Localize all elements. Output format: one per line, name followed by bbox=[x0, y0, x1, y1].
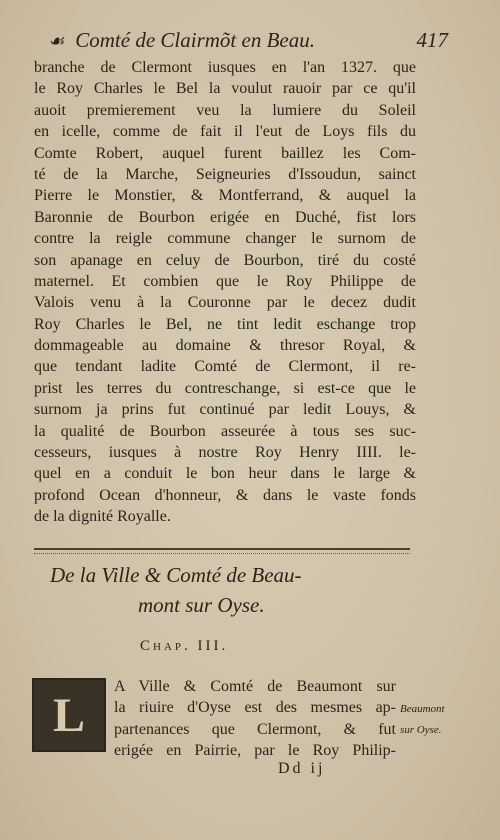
body-line: que tendant ladite Comté de Clermont, il re- bbox=[34, 358, 416, 376]
running-head-title: Comté de Clairmõt en Beau. bbox=[75, 28, 315, 52]
body-line: auoit premierement veu la lumiere du Soleil bbox=[34, 101, 416, 119]
page-number: 417 bbox=[416, 28, 448, 52]
chapter-label: Chap. III. bbox=[140, 638, 229, 654]
body-line: dommageable au domaine & thresor Royal, & bbox=[34, 337, 416, 355]
section-heading-line: mont sur Oyse. bbox=[138, 593, 265, 617]
section-divider bbox=[34, 548, 410, 550]
decorated-initial bbox=[32, 678, 106, 752]
section-heading bbox=[50, 560, 410, 620]
signature-mark: Dd ij bbox=[278, 760, 326, 777]
body-line: la riuire d'Oyse est des mesmes ap- bbox=[114, 699, 396, 717]
section-divider-dotted bbox=[34, 553, 410, 554]
margin-note: Beaumont bbox=[400, 703, 445, 715]
body-line: maternel. Et combien que le Roy Philippe de bbox=[34, 272, 416, 290]
body-line: en icelle, comme de fait il l'eut de Loys fils du bbox=[34, 123, 416, 141]
body-line: partenances que Clermont, & fut bbox=[114, 720, 396, 738]
body-line: prist les terres du contreschange, si est-ce que le bbox=[34, 379, 416, 397]
body-line: la qualité de Bourbon asseurée à tous ses suc- bbox=[34, 422, 416, 440]
body-line: cesseurs, iusques à nostre Roy Henry IIII. le- bbox=[34, 444, 416, 462]
body-line: Baronnie de Bourbon erigée en Duché, fist lors bbox=[34, 208, 416, 226]
body-line: A Ville & Comté de Beaumont sur bbox=[114, 678, 396, 695]
body-line: branche de Clermont iusques en l'an 1327. que bbox=[34, 59, 416, 76]
running-head bbox=[48, 28, 448, 58]
body-text bbox=[34, 57, 416, 528]
body-line: Pierre le Monstier, & Montferrand, & auquel la bbox=[34, 187, 416, 205]
fleuron-ornament-icon: ☙ bbox=[48, 31, 65, 51]
body-line: té de la Marche, Seigneuries d'Issoudun, sainct bbox=[34, 165, 416, 183]
initial-letter: L bbox=[52, 688, 85, 742]
body-line: profond Ocean d'honneur, & dans le vaste fonds bbox=[34, 486, 416, 504]
body-line: de la dignité Royalle. bbox=[34, 508, 171, 526]
body-line: Comte Robert, auquel furent baillez les Com- bbox=[34, 144, 416, 162]
body-line: contre la reigle commune changer le surnom de bbox=[34, 230, 416, 248]
body-line: le Roy Charles le Bel la voulut rauoir par ce qu'il bbox=[34, 80, 416, 98]
margin-note: sur Oyse. bbox=[400, 724, 442, 736]
body-line: son apanage en celuy de Bourbon, tiré du costé bbox=[34, 251, 416, 269]
body-line: quel en a conduit le bon heur dans le large & bbox=[34, 465, 416, 483]
body-line: erigée en Pairrie, par le Roy Philip- bbox=[114, 742, 396, 760]
body-line: Valois venu à la Couronne par le decez dudit bbox=[34, 294, 416, 312]
body-line: Roy Charles le Bel, ne tint ledit eschange trop bbox=[34, 315, 416, 333]
section-heading-line: De la Ville & Comté de Beau- bbox=[50, 563, 302, 587]
body-line: surnom ja prins fut continué par ledit Louys, & bbox=[34, 401, 416, 419]
chapter-opening-text bbox=[114, 676, 396, 762]
